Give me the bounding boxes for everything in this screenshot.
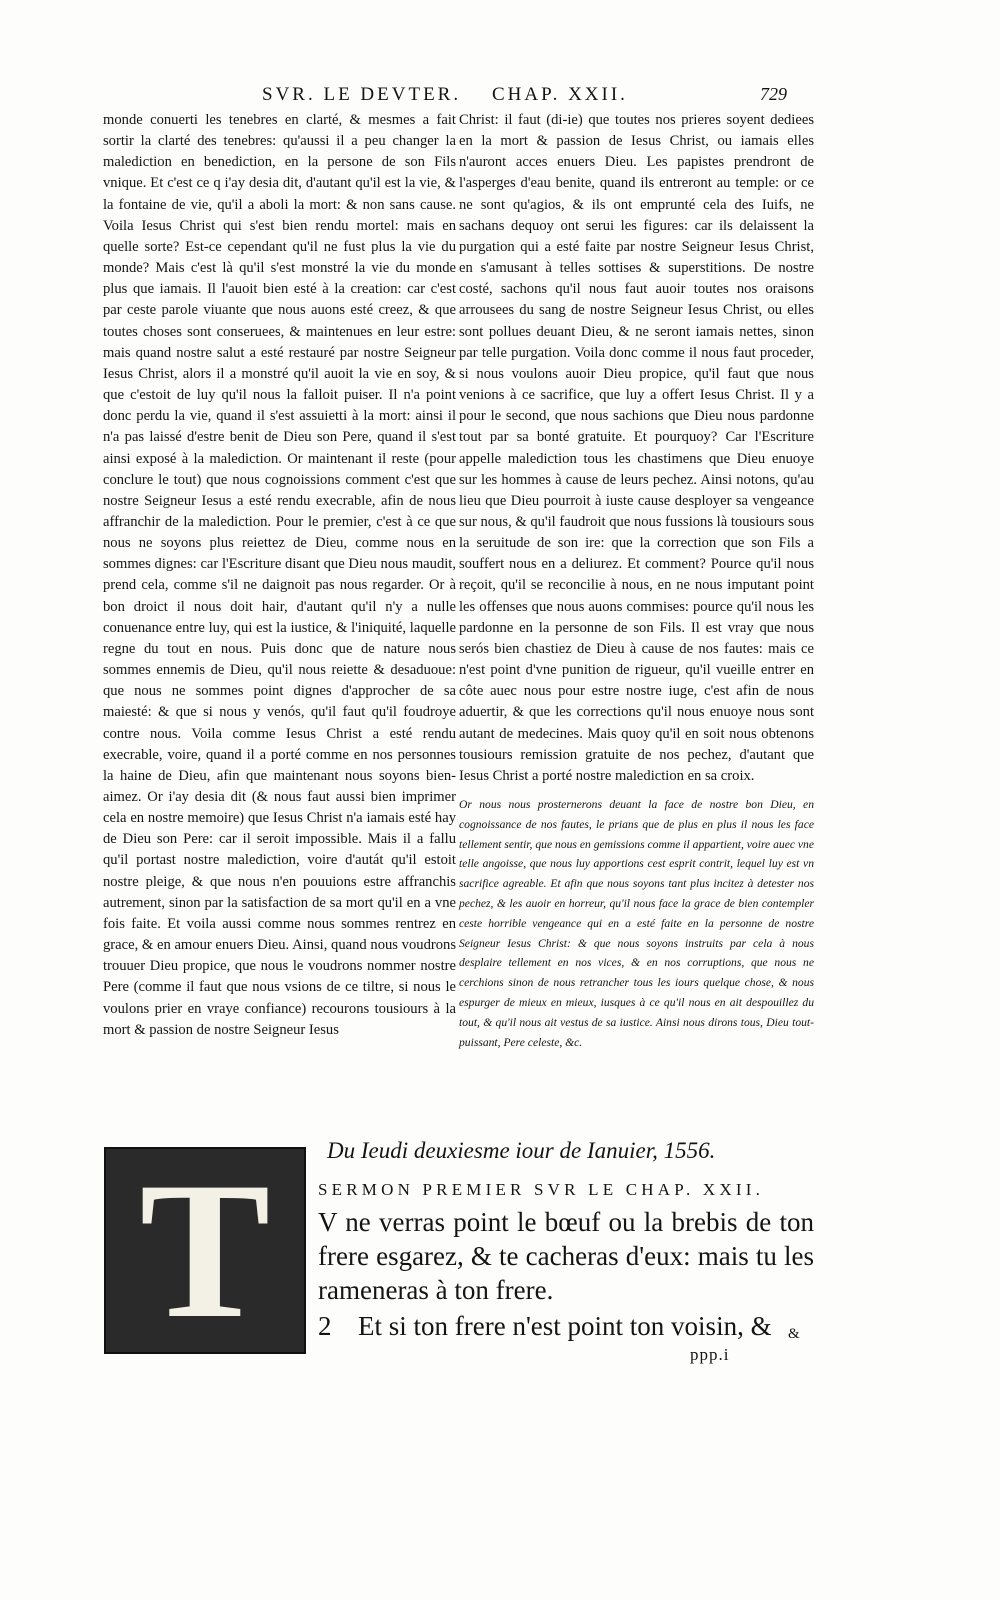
verse-2 (318, 1309, 814, 1343)
sermon-title: SERMON PREMIER SVR LE CHAP. XXII. (318, 1180, 765, 1199)
verse-number: 2 (318, 1311, 332, 1341)
signature-mark: ppp.i (690, 1345, 730, 1364)
page-number: 729 (760, 84, 787, 104)
initial-letter: T (139, 1142, 271, 1359)
verse-2-text: Et si ton frere n'est point ton voisin, & (358, 1311, 772, 1341)
left-column (103, 110, 456, 1041)
verse-1: V ne verras point le bœuf ou la brebis de ton frere esgarez, & te cacheras d'eux: mais tu les rameneras à ton frere. (318, 1207, 814, 1305)
right-column (459, 110, 814, 1052)
catchword: & (788, 1326, 800, 1342)
closing-prayer: Or nous nous prosternerons deuant la face de nostre bon Dieu, en cognoissance de nos fautes, le prians que de plus en plus il nous les face tellement sentir, que nous en gemissions comme il appartient, voire auec vne telle angoisse, que nous luy apportions cest esprit contrit, lequel luy est vn sacrifice agreable. Et afin que nous soyons tant plus incitez à detester nos pechez, & les auoir en horreur, qu'il nous face la grace de bien contempler ceste horrible vengeance qui en a esté faite en la personne de nostre Seigneur Iesus Christ: & que nous soyons instruits par cela à nous desplaire tellement en nos vices, & en nos corruptions, que nous ne cerchions sinon de nous retrancher tous les iours quelque chose, & nous espurger de mieux en mieux, iusques à ce qu'il nous en ait despouillez du tout, & qu'il nous ait vestus de sa iustice. Ainsi nous dirons tous, Dieu tout-puissant, Pere celeste, &c. (459, 798, 814, 1049)
running-head-right: CHAP. XXII. (492, 84, 628, 105)
scripture-verses (318, 1205, 814, 1343)
decorated-initial (104, 1142, 306, 1359)
running-head (0, 84, 1000, 110)
running-head-left: SVR. LE DEVTER. (262, 84, 462, 105)
sermon-date: Du Ieudi deuxiesme iour de Ianuier, 1556. (327, 1138, 716, 1163)
left-column-text: monde conuerti les tenebres en clarté, & mesmes a fait sortir la clarté des tenebres: qu'aussi il a peu changer la malediction en benediction, en la persone de son Fils vnique. Et c'est ce q i'ay desia dit, d'autant qu'il est la vie, & la fontaine de vie, qu'il a aboli la mort: & non sans cause. Voila Iesus Christ qui s'est bien rendu mortel: mais en quelle sorte? Est-ce cependant qu'il ne fust plus la vie du monde? Mais c'est là qu'il s'est monstré la vie du monde plus que iamais. Il l'auoit bien esté à la creation: car c'est par ceste parole viuante que nous auons esté creez, & que toutes choses sont conseruees, & maintenues en leur estre: mais quand nostre salut a esté restauré par nostre Seigneur Iesus Christ, alors il a monstré qu'il auoit la vie en soy, & que c'estoit de luy qu'il nous la falloit puiser. Il n'a point donc perdu la vie, quand il s'est assuietti à la mort: ainsi il n'a pas laissé d'estre benit de Dieu son Pere, quand il s'est ainsi exposé à la malediction. Or maintenant il reste (pour conclure le tout) que nous cognoissions comment c'est que nostre Seigneur Iesus a esté rendu execrable, afin de nous affranchir de la malediction. Pour le premier, c'est à ce que nous ne soyons plus reiettez de Dieu, comme nous en sommes dignes: car l'Escriture disant que Dieu nous maudit, prend cela, comme s'il ne daignoit pas nous regarder. Or à bon droict il nous doit hair, d'autant qu'il n'y a nulle conuenance entre luy, qui est la iustice, & l'iniquité, laquelle regne du tout en nous. Puis donc que de nature nous sommes ennemis de Dieu, qu'il nous reiette & desaduoue: que nous ne sommes point dignes d'approcher de sa maiesté: & que si nous y venós, qu'il faut qu'il foudroye contre nous. Voila comme Iesus Christ a esté rendu execrable, voire, quand il a porté comme en nos personnes la haine de Dieu, afin que maintenant nous soyons bien-aimez. Or i'ay desia dit (& nous faut aussi bien imprimer cela en nostre memoire) que Iesus Christ n'a iamais esté hay de Dieu son Pere: car il seroit impossible. Mais il a fallu qu'il portast nostre malediction, voire d'autát qu'il estoit nostre pleige, & que nous n'en pouuions estre affranchis autrement, sinon par la satisfaction de sa mort qu'il en a vne fois faite. Et voila aussi comme nous sommes rentrez en grace, & en amour enuers Dieu. Ainsi, quand nous voudrons trouuer Dieu propice, que nous le voudrons nommer nostre Pere (comme il faut que nous vsions de ce tiltre, si nous le voulons prier en vraye confiance) recourons tousiours à la mort & passion de nostre Seigneur Iesus (103, 112, 456, 1038)
right-column-text: Christ: il faut (di-ie) que toutes nos prieres soyent dediees en la mort & passion de Iesus Christ, ou iamais elles n'auront acces enuers Dieu. Les papistes prendront de l'asperges d'eau benite, quand ils entreront au temple: or ce ne sont qu'agios, & ils ont emprunté cela des Iuifs, ne sachans dequoy ont serui les figures: car ils delaissent la purgation qui a esté faite par nostre Seigneur Iesus Christ, en s'amusant à telles sottises & superstitions. De nostre costé, sachons qu'il nous faut auoir toutes nos oraisons arrousees du sang de nostre Seigneur Iesus Christ, ou elles sont pollues deuant Dieu, & ne seront iamais nettes, sinon par telle purgation. Voila donc comme il nous faut proceder, si nous voulons auoir Dieu propice, qu'il faut que nous venions à ce sacrifice, que luy a offert Iesus Christ. Il y a pour le second, que nous sachions que Dieu nous pardonne tout par sa bonté gratuite. Et pourquoy? Car l'Escriture appelle malediction tous les chastimens que Dieu enuoye sur les hommes à cause de leurs pechez. Ainsi notons, qu'au lieu que Dieu pourroit à iuste cause desployer sa vengeance sur nous, & qu'il faudroit que nous fussions là tousiours sous la seruitude de son ire: que la correction que son Fils a souffert nous en a deliurez. Et comment? Pource qu'il nous reçoit, qu'il se reconcilie à nous, en ne nous imputant point les offenses que nous auons commises: pource qu'il nous les pardonne en la personne de son Fils. Il est vray que nous serós bien chastiez de Dieu à cause de nos fautes: mais ce n'est point d'vne punition de rigueur, qu'il vueille entrer en côte auec nous pour estre nostre iuge, c'est afin de nous aduertir, & que les corrections qu'il nous enuoye nous sont autant de medecines. Mais quoy qu'il en soit nous obtenons tousiours remission gratuite de nos pechez, d'autant que Iesus Christ a porté nostre malediction en sa croix. (459, 112, 814, 784)
